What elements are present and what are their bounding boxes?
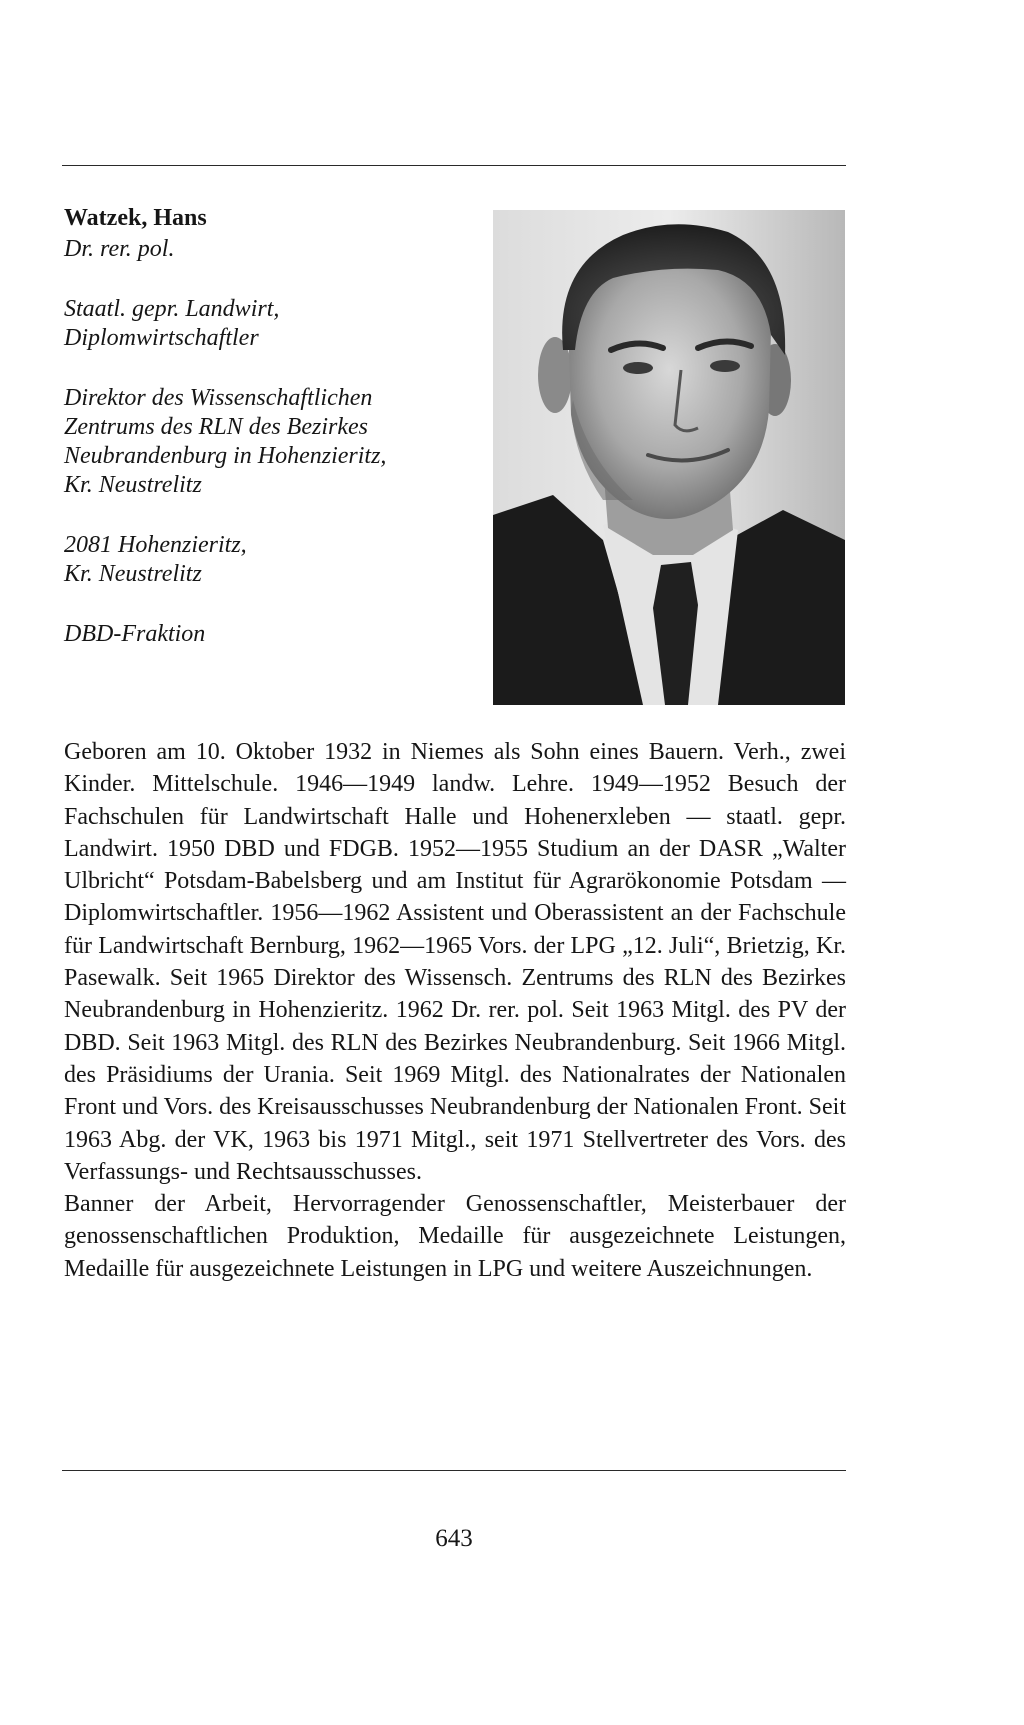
biography-text [64, 736, 846, 1285]
bottom-rule [62, 1470, 846, 1471]
faction-label: DBD-Fraktion [64, 621, 206, 647]
position-line: Direktor des Wissenschaftlichen [64, 385, 373, 411]
biography-paragraph: Geboren am 10. Oktober 1932 in Niemes als Sohn eines Bauern. Verh., zwei Kinder. Mittelschule. 1946—1949 landw. Lehre. 1949—1952 Besuch der Fachschulen für Landwirtschaft Halle und Hohenerxleben — staatl. gepr. Landwirt. 1950 DBD und FDGB. 1952—1955 Studium an der DASR „Walter Ulbricht“ Potsdam-Babelsberg und am Institut für Agrarökonomie Potsdam — Diplomwirtschaftler. 1956—1962 Assistent und Oberassistent an der Fachschule für Landwirtschaft Bernburg, 1962—1965 Vors. der LPG „12. Juli“, Brietzig, Kr. Pasewalk. Seit 1965 Direktor des Wissensch. Zentrums des RLN des Bezirkes Neubrandenburg in Hohenzieritz. 1962 Dr. rer. pol. Seit 1963 Mitgl. des PV der DBD. Seit 1963 Mitgl. des RLN des Bezirkes Neubrandenburg. Seit 1966 Mitgl. des Präsidiums der Urania. Seit 1969 Mitgl. des Nationalrates der Nationalen Front und Vors. des Kreisausschusses Neubrandenburg der Nationalen Front. Seit 1963 Abg. der VK, 1963 bis 1971 Mitgl., seit 1971 Stellvertreter des Vors. des Verfassungs- und Rechtsausschusses. [64, 739, 846, 1185]
profession-line: Diplomwirtschaftler [64, 325, 259, 351]
address-block [64, 531, 484, 589]
person-name: Watzek, Hans [64, 205, 207, 231]
portrait-photo [493, 210, 845, 705]
position-line: Zentrums des RLN des Bezirkes [64, 414, 368, 440]
honors-paragraph: Banner der Arbeit, Hervorragender Genossenschaftler, Meisterbauer der genossenschaftlichen Produktion, Medaille für ausgezeichnete Leistungen, Medaille für ausgezeichnete Leistungen in LPG und weitere Auszeichnungen. [64, 1191, 846, 1282]
position-block [64, 384, 484, 500]
position-line: Neubrandenburg in Hohenzieritz, [64, 443, 387, 469]
academic-title: Dr. rer. pol. [64, 236, 175, 262]
entry-header [64, 203, 484, 649]
profession-line: Staatl. gepr. Landwirt, [64, 296, 280, 322]
faction-block [64, 620, 484, 649]
address-line: 2081 Hohenzieritz, [64, 532, 247, 558]
profession-block [64, 295, 484, 353]
position-line: Kr. Neustrelitz [64, 472, 202, 498]
address-line: Kr. Neustrelitz [64, 561, 202, 587]
top-rule [62, 165, 846, 166]
page-number: 643 [435, 1525, 473, 1552]
